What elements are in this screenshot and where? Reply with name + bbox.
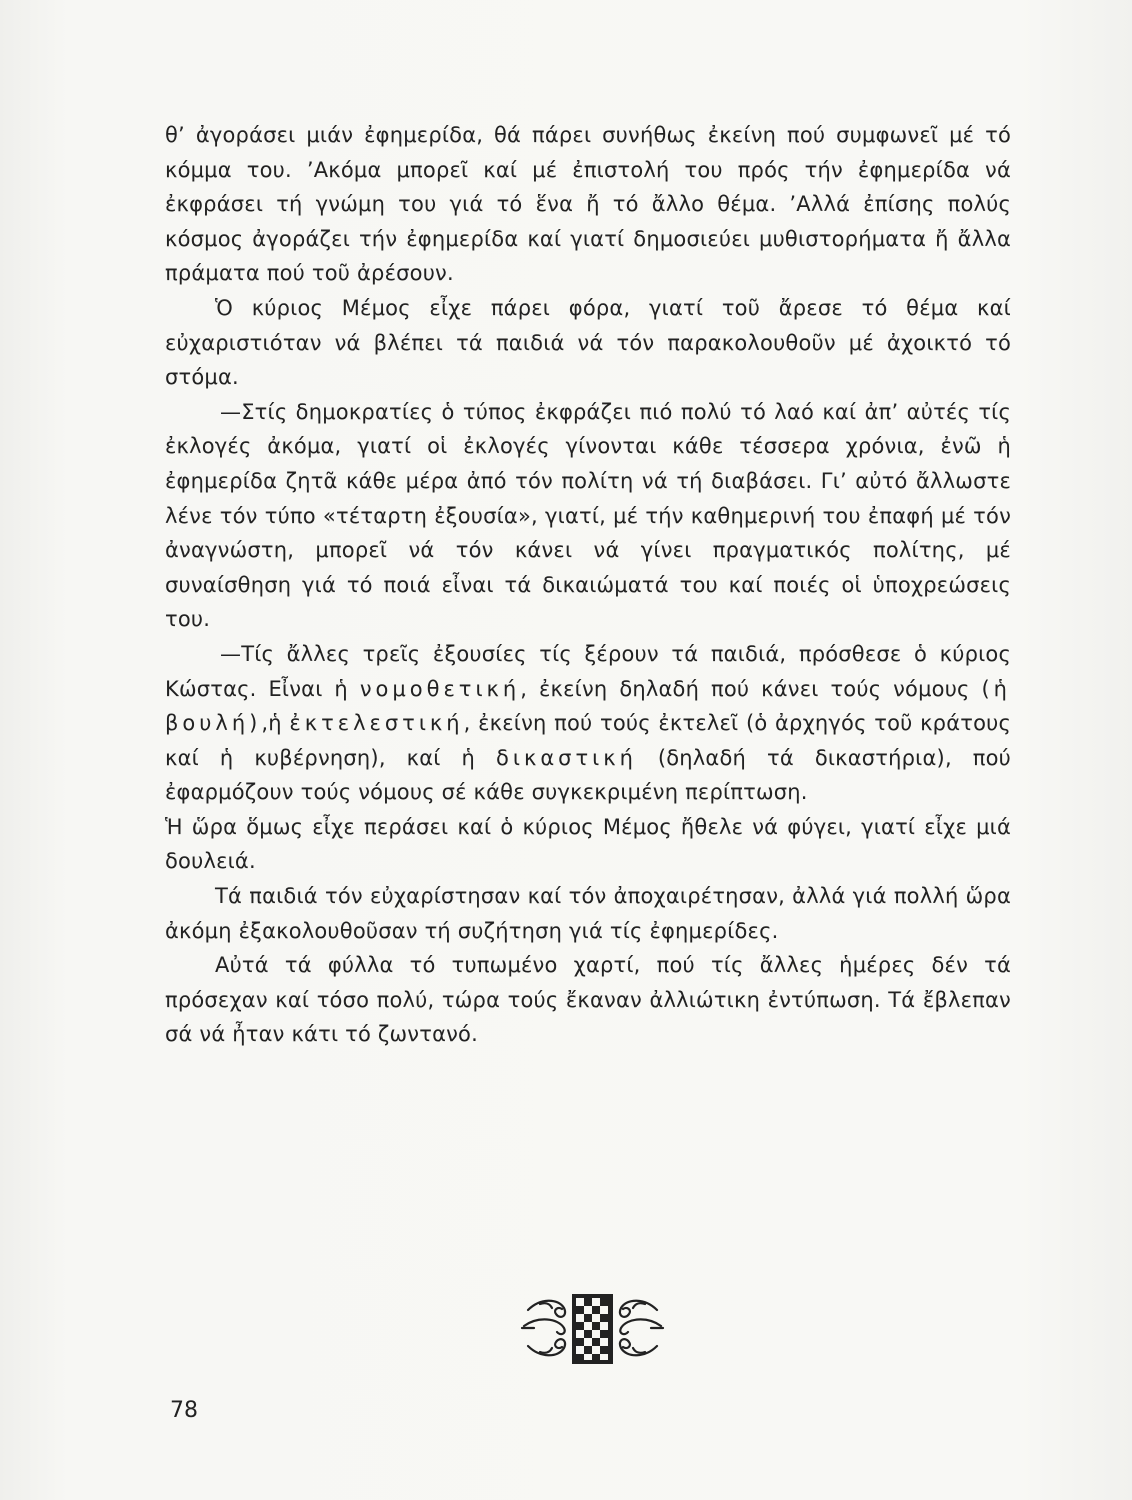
page-number: 78 (170, 1398, 198, 1423)
paragraph-closing-2: Τά παιδιά τόν εὐχαρίστησαν καί τόν ἀποχαιρέτησαν, ἀλλά γιά πολλή ὥρα ἀκόμη ἐξακολουθοῦσαν τή συζήτηση γιά τίς ἐφημερίδες. (165, 884, 1011, 943)
powers-and: , καί ἡ (378, 745, 496, 770)
main-text (165, 118, 1011, 1052)
legislative-desc: , ἐκείνη δηλαδή πού κάνει τούς νόμους (520, 676, 982, 701)
term-executive: ἐκτελεστική (289, 711, 464, 736)
term-legislative: νομοθετική (359, 676, 521, 701)
term-judicial: δικαστική (495, 745, 637, 770)
term-parliament: (ἡ βουλή) (165, 676, 1011, 736)
ornament-icon (520, 1288, 665, 1370)
courts-desc: (δηλαδή τά δικαστήρια) (636, 745, 945, 770)
gov-desc: (ὁ ἀρχηγός τοῦ κράτους καί ἡ κυβέρνηση) (165, 711, 1012, 770)
judicial-desc: , πού ἐφαρμόζουν τούς νόμους σέ κάθε συγκεκριμένη περίπτωση. (165, 745, 1012, 805)
executive-article: ἡ (268, 711, 290, 736)
powers-intro: —Τίς ἄλλες τρεῖς ἐξουσίες τίς ξέρουν τά παιδιά, πρόσθεσε ὁ κύριος Κώστας. Εἶναι ἡ (165, 641, 1011, 701)
paragraph-closing-3: Αὐτά τά φύλλα τό τυπωμένο χαρτί, πού τίς ἄλλες ἡμέρες δέν τά πρόσεχαν καί τόσο πολύ, τώρα τούς ἔκαναν ἀλλιώτικη ἐντύπωση. Τά ἔβλεπαν σά νά ἦταν κάτι τό ζωντανό. (165, 953, 1011, 1047)
paragraph-closing-1: Ἡ ὥρα ὅμως εἶχε περάσει καί ὁ κύριος Μέμος ἤθελε νά φύγει, γιατί εἶχε μιά δουλειά. (165, 814, 1011, 874)
paragraph-1: θ’ ἀγοράσει μιάν ἐφημερίδα, θά πάρει συνήθως ἐκείνη πού συμφωνεῖ μέ τό κόμμα του. ’Ακόμα μπορεῖ καί μέ ἐπιστολή του πρός τήν ἐφημερίδα νά ἐκφράσει τή γνώμη του γιά τό ἕνα ἤ τό ἄλλο θέμα. ’Αλλά ἐπίσης πολύς κόσμος ἀγοράζει τήν ἐφημερίδα καί γιατί δημοσιεύει μυθιστορήματα ἤ ἄλλα πράματα πού τοῦ ἀρέσουν. (165, 123, 1011, 286)
executive-desc: , ἐκείνη πού τούς ἐκτελεῖ (463, 711, 746, 736)
paragraph-3: —Στίς δημοκρατίες ὁ τύπος ἐκφράζει πιό πολύ τό λαό καί ἀπ’ αὐτές τίς ἐκλογές ἀκόμα, γιατί οἱ ἐκλογές γίνονται κάθε τέσσερα χρόνια, ἐνῶ ἡ ἐφημερίδα ζητᾶ κάθε μέρα ἀπό τόν πολίτη νά τή διαβάσει. Γι’ αὐτό ἄλλωστε λένε τόν τύπο «τέταρτη ἐξουσία», γιατί, μέ τήν καθημερινή του ἐπαφή μέ τόν ἀναγνώστη, μπορεῖ νά τόν κάνει νά γίνει πραγματικός πολίτης, μέ συναίσθηση γιά τό ποιά εἶναι τά δικαιώματά του καί ποιές οἱ ὑποχρεώσεις του. (165, 399, 1011, 632)
paragraph-powers (165, 637, 1011, 810)
powers-comma: , (261, 711, 269, 736)
paragraph-2: Ὁ κύριος Μέμος εἶχε πάρει φόρα, γιατί τοῦ ἄρεσε τό θέμα καί εὐχαριστιόταν νά βλέπει τά παιδιά νά τόν παρακολουθοῦν μέ ἀχοικτό τό στόμα. (165, 295, 1011, 390)
